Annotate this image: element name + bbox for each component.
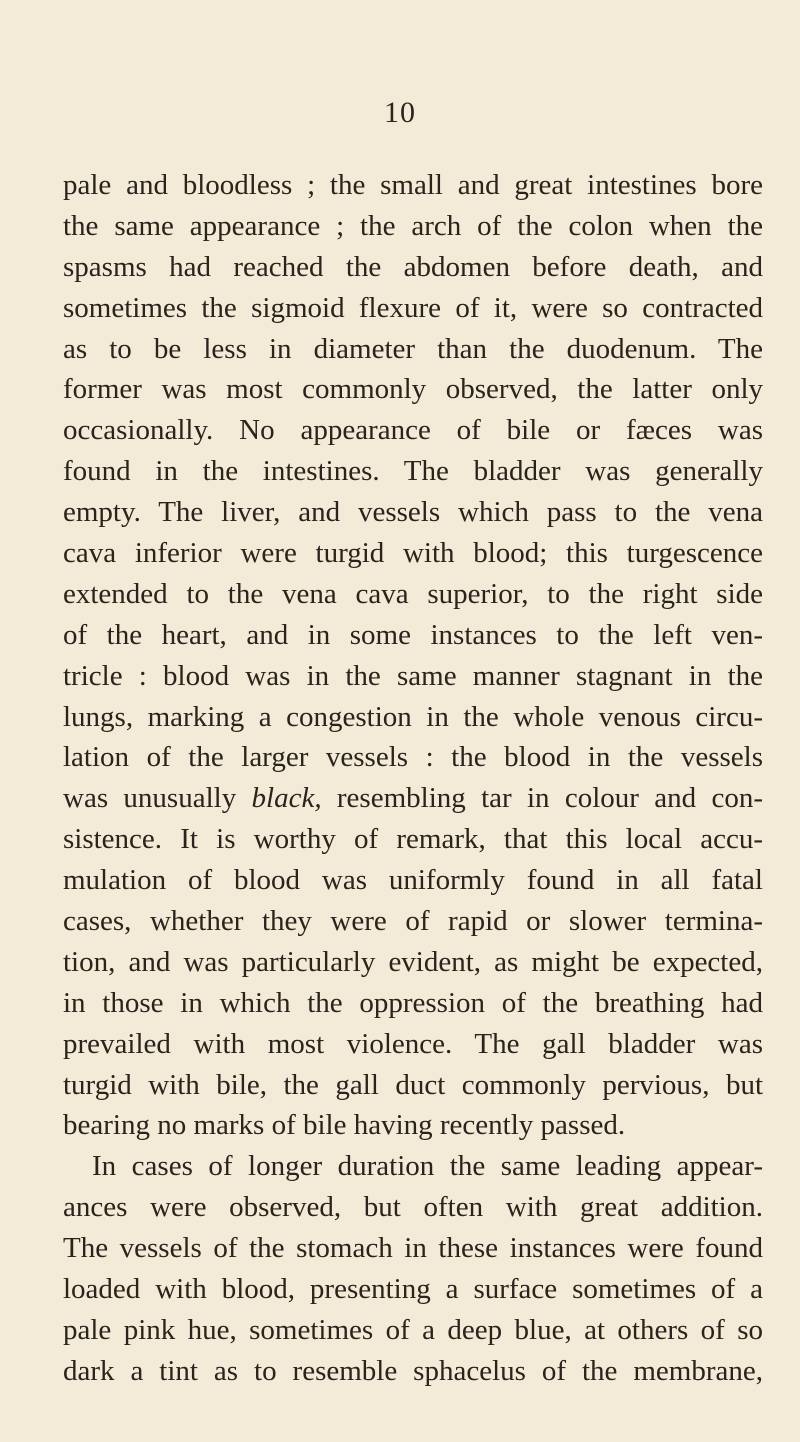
text-line: of the heart, and in some instances to the left ven- [63,618,763,651]
text-line: pale and bloodless ; the small and great intestines bore [63,169,763,201]
text-line: sistence. It is worthy of remark, that this local accu- [63,823,763,856]
text-line: cases, whether they were of rapid or slower termina- [63,905,763,938]
text-line: lation of the larger vessels : the blood in the vessels [63,741,763,774]
text-line: found in the intestines. The bladder was generally [63,455,763,488]
text-segment: resembling tar in colour and con- [321,782,763,815]
page-number: 10 [384,96,416,129]
text-line: the same appearance ; the arch of the colon when the [63,209,763,242]
paragraph-end-line: bearing no marks of bile having recently passed. [63,1109,626,1142]
text-line: tricle : blood was in the same manner stagnant in the [63,659,763,692]
text-line: pale pink hue, sometimes of a deep blue, at others of so [63,1313,763,1346]
text-line: spasms had reached the abdomen before death, and [63,250,763,283]
text-line: mulation of blood was uniformly found in all fatal [63,864,763,897]
text-line: sometimes the sigmoid flexure of it, were so contracted [63,291,763,324]
text-line: former was most commonly observed, the latter only [63,373,763,406]
body-text [63,165,763,1392]
text-line: loaded with blood, presenting a surface sometimes of a [63,1273,763,1306]
text-line: tion, and was particularly evident, as might be expected, [63,945,763,978]
text-line: cava inferior were turgid with blood; this turgescence [63,537,763,570]
text-line: prevailed with most violence. The gall bladder was [63,1027,763,1060]
text-line: extended to the vena cava superior, to the right side [63,577,763,610]
text-line: as to be less in diameter than the duodenum. The [63,332,763,365]
text-line: empty. The liver, and vessels which pass to the vena [63,496,763,529]
paragraph-start-line: In cases of longer duration the same leading appear- [92,1150,763,1183]
text-line: ances were observed, but often with great addition. [63,1191,763,1224]
text-segment: was unusually [63,782,252,815]
text-line: occasionally. No appearance of bile or fæces was [63,414,763,447]
text-line: turgid with bile, the gall duct commonly pervious, but [63,1068,763,1101]
text-line: lungs, marking a congestion in the whole venous circu- [63,700,763,733]
text-line: The vessels of the stomach in these instances were found [63,1232,763,1265]
text-line: dark a tint as to resemble sphacelus of the membrane, [63,1354,763,1387]
text-line-with-italic [63,778,763,819]
text-line: in those in which the oppression of the breathing had [63,986,763,1019]
italic-word: black, [251,782,322,815]
